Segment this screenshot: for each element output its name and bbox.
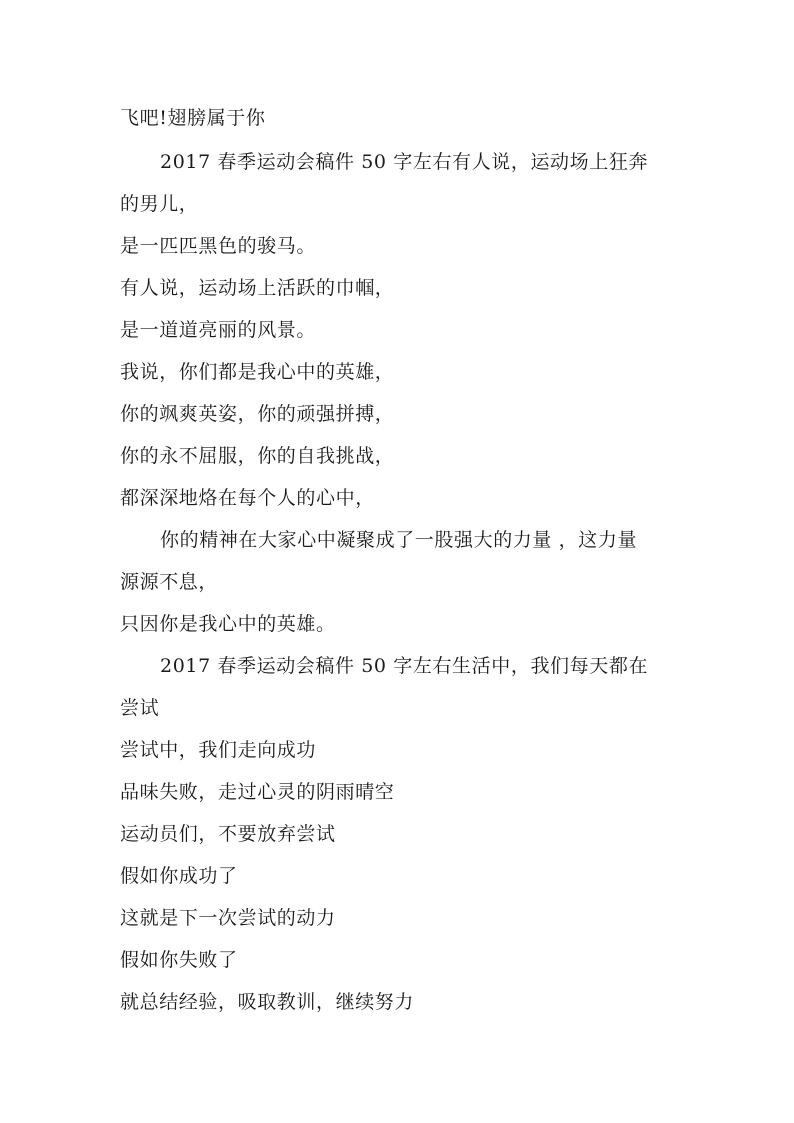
paragraph-line: 就总结经验，吸取教训，继续努力 [120,991,415,1013]
paragraph-line: 你的永不屈服，你的自我挑战， [120,445,395,467]
paragraph-line: 源源不息， [120,571,219,593]
paragraph-line: 是一匹匹黑色的骏马。 [120,235,317,257]
paragraph-line: 假如你成功了 [120,865,238,887]
paragraph-line: 你的精神在大家心中凝聚成了一股强大的力量 ，这力量 [160,529,638,551]
paragraph-line: 是一道道亮丽的风景。 [120,319,317,341]
paragraph-line: 都深深地烙在每个人的心中， [120,487,375,509]
paragraph-line: 你的飒爽英姿，你的顽强拼搏， [120,403,395,425]
paragraph-line: 品味失败，走过心灵的阴雨晴空 [120,781,395,803]
paragraph-line: 有人说，运动场上活跃的巾帼， [120,277,395,299]
paragraph-line: 2017 春季运动会稿件 50 字左右生活中，我们每天都在 [160,655,649,677]
paragraph-line: 2017 春季运动会稿件 50 字左右有人说，运动场上狂奔 [160,151,649,173]
document-title: 飞吧!翅膀属于你 [120,107,266,129]
paragraph-line: 假如你失败了 [120,949,238,971]
paragraph-line: 的男儿， [120,193,199,215]
paragraph-line: 运动员们，不要放弃尝试 [120,823,336,845]
paragraph-line: 尝试中，我们走向成功 [120,739,317,761]
paragraph-line: 只因你是我心中的英雄。 [120,613,336,635]
paragraph-line: 我说，你们都是我心中的英雄， [120,361,395,383]
paragraph-line: 这就是下一次尝试的动力 [120,907,336,929]
paragraph-line: 尝试 [120,697,160,719]
